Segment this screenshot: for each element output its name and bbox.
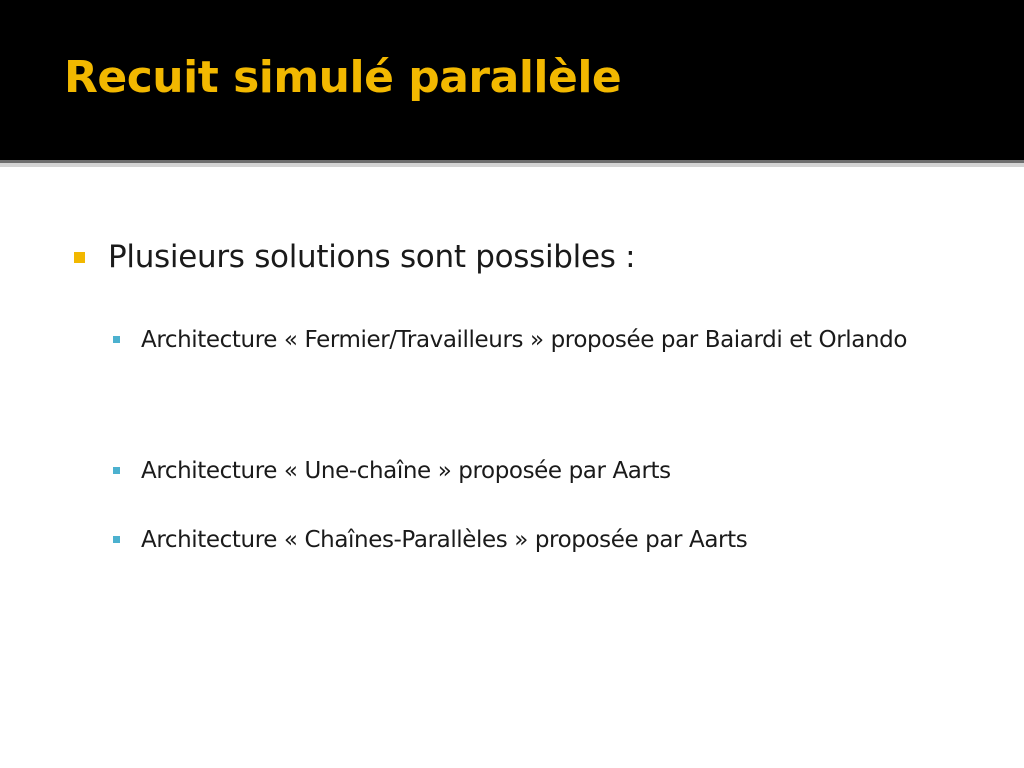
bullet-level2-text: Architecture « Chaînes-Parallèles » proposée par Aarts — [141, 527, 748, 553]
slide-title: Recuit simulé parallèle — [64, 52, 622, 103]
small-square-bullet-icon — [113, 536, 120, 543]
bullet-level1-text: Plusieurs solutions sont possibles : — [108, 239, 636, 275]
bullet-level2-text: Architecture « Une-chaîne » proposée par Aarts — [141, 458, 671, 484]
bullet-level2-text: Architecture « Fermier/Travailleurs » proposée par Baiardi et Orlando — [141, 327, 908, 353]
square-bullet-icon — [74, 252, 85, 263]
title-divider-light — [0, 163, 1024, 167]
title-bar — [0, 0, 1024, 160]
small-square-bullet-icon — [113, 336, 120, 343]
small-square-bullet-icon — [113, 467, 120, 474]
